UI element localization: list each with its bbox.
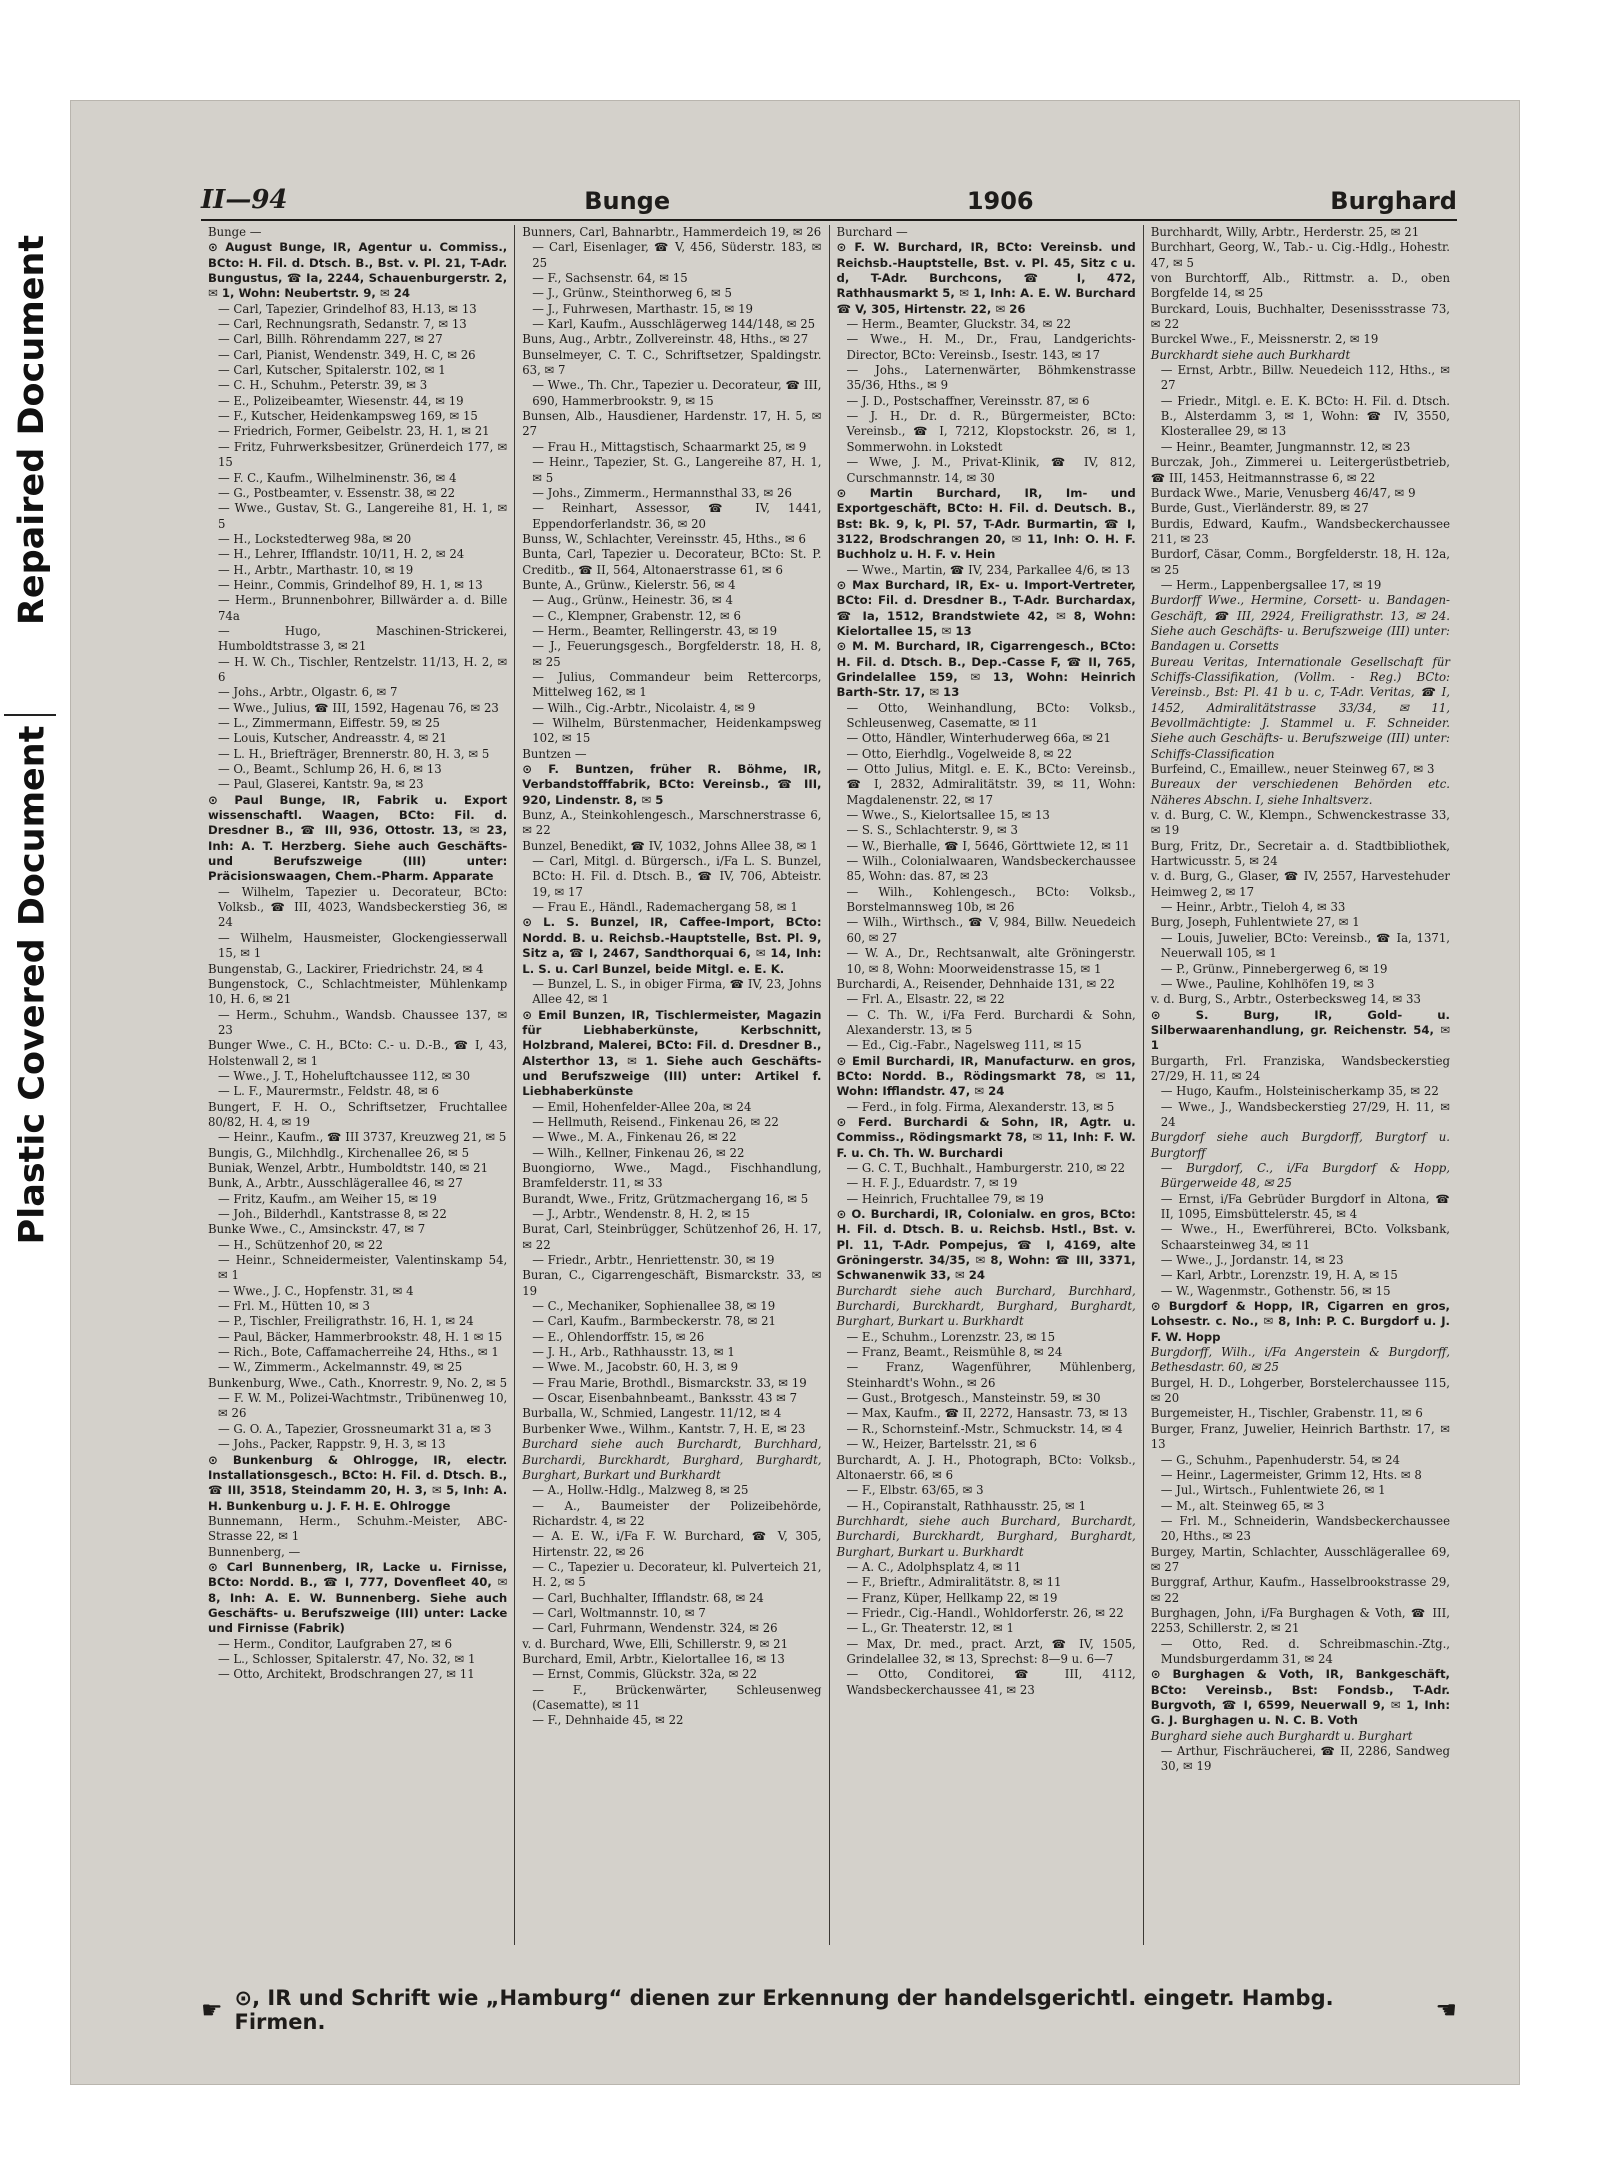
directory-entry: — Ed., Cig.-Fabr., Nagelsweg 111, ✉ 15	[846, 1038, 1082, 1053]
directory-entry: — Franz, Beamt., Reismühle 8, ✉ 24	[846, 1345, 1063, 1360]
directory-entry: — Fritz, Fuhrwerksbesitzer, Grünerdeich 177, ✉ 15	[218, 439, 508, 470]
directory-entry: — Hellmuth, Reisend., Finkenau 26, ✉ 22	[532, 1114, 779, 1129]
directory-entry: — J. D., Postschaffner, Vereinsstr. 87, ✉ 6	[846, 393, 1090, 408]
pointing-hand-left-icon: ☚	[1435, 1996, 1457, 2024]
directory-entry: — Max, Kaufm., ☎ II, 2272, Hansastr. 73, ✉ 13	[846, 1406, 1128, 1421]
directory-entry: — Bunzel, L. S., in obiger Firma, ☎ IV, 23, Johns Allee 42, ✉ 1	[532, 976, 822, 1007]
directory-entry: — C., Mechaniker, Sophienallee 38, ✉ 19	[532, 1299, 776, 1314]
directory-entry: Burg, Fritz, Dr., Secretair a. d. Stadtbibliothek, Hartwicusstr. 5, ✉ 24	[1150, 838, 1450, 869]
directory-entry: Bunger Wwe., C. H., BCto: C.- u. D.-B., ☎ I, 43, Holstenwall 2, ✉ 1	[208, 1038, 508, 1068]
header-last-entry: Burghard	[1330, 187, 1457, 215]
directory-entry: — Herm., Schuhm., Wandsb. Chaussee 137, ✉ 23	[218, 1007, 508, 1037]
directory-entry: ⊙ Max Burchard, IR, Ex- u. Import-Vertreter, BCto: Fil. d. Dresdner B., T-Adr. Burchardax, ☎ Ia, 1512, Brandstwiete 42, ✉ 8, Wohn: Kielortallee 15, ✉ 13	[836, 577, 1136, 638]
directory-entry: — Burgdorf, C., i/Fa Burgdorf & Hopp, Bürgerweide 48, ✉ 25	[1160, 1160, 1450, 1191]
directory-entry: — Ernst, i/Fa Gebrüder Burgdorf in Altona, ☎ II, 1095, Eimsbüttelerstr. 45, ✉ 4	[1160, 1191, 1450, 1221]
directory-entry: — Wwe., Julius, ☎ III, 1592, Hagenau 76, ✉ 23	[218, 700, 499, 715]
directory-entry: — Emil, Hohenfelder-Allee 20a, ✉ 24	[532, 1099, 752, 1114]
directory-entry: Buran, C., Cigarrengeschäft, Bismarckstr. 33, ✉ 19	[522, 1268, 822, 1298]
directory-entry: — Joh., Bilderhdl., Kantstrasse 8, ✉ 22	[218, 1207, 447, 1221]
directory-entry: — Hugo, Kaufm., Holsteinischerkamp 35, ✉ 22	[1160, 1084, 1439, 1099]
directory-entry: — Heinr., Lagermeister, Grimm 12, Hts. ✉ 8	[1160, 1467, 1422, 1482]
directory-entry: — J., Fuhrwesen, Marthastr. 15, ✉ 19	[532, 301, 753, 316]
directory-entry: Buniak, Wenzel, Arbtr., Humboldtstr. 140, ✉ 21	[208, 1160, 489, 1175]
directory-entry: Burandt, Wwe., Fritz, Grützmachergang 16, ✉ 5	[522, 1191, 809, 1206]
directory-entry: — Frau Marie, Brothdl., Bismarckstr. 33, ✉ 19	[532, 1375, 807, 1390]
directory-entry: — Otto, Architekt, Brodschrangen 27, ✉ 11	[218, 1667, 475, 1682]
directory-entry: — Frau H., Mittagstisch, Schaarmarkt 25, ✉ 9	[532, 439, 807, 454]
directory-entry: — Karl, Kaufm., Ausschlägerweg 144/148, ✉ 25	[532, 317, 816, 332]
directory-entry: — Wwe., Th. Chr., Tapezier u. Decorateur, ☎ III, 690, Hammerbrookstr. 9, ✉ 15	[532, 378, 822, 408]
directory-entry: — Paul, Bäcker, Hammerbrookstr. 48, H. 1 ✉ 15	[218, 1329, 503, 1344]
directory-entry: — Arthur, Fischräucherei, ☎ II, 2286, Sandweg 30, ✉ 19	[1160, 1744, 1450, 1774]
directory-entry: — Wwe., S., Kielortsallee 15, ✉ 13	[846, 808, 1050, 823]
directory-entry: — O., Beamt., Schlump 26, H. 6, ✉ 13	[218, 762, 442, 777]
directory-entry: — J., Grünw., Steinthorweg 6, ✉ 5	[532, 286, 732, 301]
directory-entry: — Jul., Wirtsch., Fuhlentwiete 26, ✉ 1	[1160, 1483, 1386, 1498]
directory-entry: Burggraf, Arthur, Kaufm., Hasselbrookstrasse 29, ✉ 22	[1150, 1575, 1450, 1605]
directory-entry: — Frl. A., Elsastr. 22, ✉ 22	[846, 992, 1005, 1007]
directory-entry: — Wilhelm, Tapezier u. Decorateur, BCto: Volksb., ☎ III, 4023, Wandsbeckerstieg 36, ✉ 24	[218, 884, 508, 930]
directory-entry: — F. C., Kaufm., Wilhelminenstr. 36, ✉ 4	[218, 470, 457, 485]
directory-entry: — Franz, Küper, Hellkamp 22, ✉ 19	[846, 1590, 1058, 1605]
directory-entry: — Otto, Red. d. Schreibmaschin.-Ztg., Mundsburgerdamm 31, ✉ 24	[1160, 1636, 1450, 1666]
directory-entry: — Herm., Conditor, Laufgraben 27, ✉ 6	[218, 1636, 453, 1651]
directory-entry: Burchard —	[836, 225, 908, 239]
directory-entry: — Herm., Beamter, Rellingerstr. 43, ✉ 19	[532, 623, 778, 638]
directory-entry: — Wilhelm, Hausmeister, Glockengiesserwall 15, ✉ 1	[218, 930, 508, 961]
directory-entry: ⊙ August Bunge, IR, Agentur u. Commiss., BCto: H. Fil. d. Dtsch. B., Bst. v. Pl. 21, T-Adr. Bungustus, ☎ Ia, 2244, Schauenburgerstr. 2, ✉ 1, Wohn: Neubertstr. 9, ✉ 24	[208, 240, 508, 301]
directory-entry: — G. C. T., Buchhalt., Hamburgerstr. 210, ✉ 22	[846, 1160, 1126, 1175]
directory-entry: — Aug., Grünw., Heinestr. 36, ✉ 4	[532, 593, 733, 608]
footer-note	[201, 1986, 1457, 2034]
directory-entry: — Wilh., Wirthsch., ☎ V, 984, Billw. Neuedeich 60, ✉ 27	[846, 915, 1136, 945]
directory-entry: — Carl, Eisenlager, ☎ V, 456, Süderstr. 183, ✉ 25	[532, 240, 822, 270]
directory-entry: Burgey, Martin, Schlachter, Ausschlägerallee 69, ✉ 27	[1150, 1544, 1450, 1574]
directory-entry: ⊙ Paul Bunge, IR, Fabrik u. Export wissenschaftl. Waagen, BCto: Fil. d. Dresdner B., ☎ III, 936, Ottostr. 13, ✉ 23, Inh: A. T. Herzberg. Siehe auch Geschäfts- und Berufszweige (III) unter: Präcisionswaagen, Chem.-Pharm. Apparate	[208, 792, 508, 884]
directory-entry: — L., Gr. Theaterstr. 12, ✉ 1	[846, 1621, 1014, 1636]
directory-entry: — W. A., Dr., Rechtsanwalt, alte Gröningerstr. 10, ✉ 8, Wohn: Moorweidenstrasse 15, ✉ 1	[846, 946, 1136, 976]
directory-entry: — Rich., Bote, Caffamacherreihe 24, Hths., ✉ 1	[218, 1345, 499, 1360]
directory-entry: Burde, Gust., Vierländerstr. 89, ✉ 27	[1150, 501, 1369, 516]
directory-entry: — A., Hollw.-Hdlg., Malzweg 8, ✉ 25	[532, 1483, 749, 1498]
running-header	[201, 171, 1457, 221]
directory-entry: Burckhardt siehe auch Burkhardt	[1150, 347, 1351, 362]
directory-entry: — Heinr., Kaufm., ☎ III 3737, Kreuzweg 21, ✉ 5	[218, 1130, 507, 1145]
directory-entry: — L., Schlosser, Spitalerstr. 47, No. 32, ✉ 1	[218, 1651, 476, 1666]
directory-entry: — Wwe, J. M., Privat-Klinik, ☎ IV, 812, Curschmannstr. 14, ✉ 30	[846, 455, 1136, 485]
page-content	[89, 101, 1497, 2084]
directory-entry: Burdack Wwe., Marie, Venusberg 46/47, ✉ 9	[1150, 485, 1416, 500]
directory-entry: — Gust., Brotgesch., Mansteinstr. 59, ✉ 30	[846, 1391, 1101, 1406]
directory-entry: — Johs., Packer, Rappstr. 9, H. 3, ✉ 13	[218, 1437, 446, 1452]
directory-entry: — Wwe., M. A., Finkenau 26, ✉ 22	[532, 1130, 737, 1145]
directory-entry: — Oscar, Eisenbahnbeamt., Banksstr. 43 ✉ 7	[532, 1391, 798, 1406]
directory-entry: — Carl, Kaufm., Barmbeckerstr. 78, ✉ 21	[532, 1314, 776, 1329]
directory-entry: — Heinr., Commis, Grindelhof 89, H. 1, ✉ 13	[218, 577, 483, 592]
directory-entry: ⊙ L. S. Bunzel, IR, Caffee-Import, BCto: Nordd. B. u. Reichsb.-Hauptstelle, Bst. Pl. 9, Sitz a, ☎ I, 2467, Sandthorquai 6, ✉ 14, Inh: L. S. u. Carl Bunzel, beide Mitgl. e. E. K.	[522, 915, 822, 976]
directory-entry: Burchard siehe auch Burchardt, Burchhard, Burchardi, Burckhardt, Burghard, Burghardt, Burghart, Burkart und Burkhardt	[522, 1437, 822, 1482]
plastic-covered-document-label	[4, 720, 60, 1250]
directory-entry: — Wwe., J. C., Hopfenstr. 31, ✉ 4	[218, 1283, 414, 1298]
directory-entry: Bunnemann, Herm., Schuhm.-Meister, ABC-Strasse 22, ✉ 1	[208, 1513, 508, 1544]
directory-entry: — P., Grünw., Pinnebergerweg 6, ✉ 19	[1160, 961, 1388, 976]
directory-entry: Bungis, G., Milchhdlg., Kirchenallee 26, ✉ 5	[208, 1145, 470, 1160]
directory-entry: — Wwe., J. T., Hoheluftchaussee 112, ✉ 30	[218, 1068, 471, 1083]
directory-entry: ⊙ Bunkenburg & Ohlrogge, IR, electr. Installationsgesch., BCto: H. Fil. d. Dtsch. B., ☎ III, 3518, Steindamm 20, H. 3, ✉ 5, Inh: A. H. Bunkenburg u. J. F. H. E. Ohlrogge	[208, 1452, 508, 1513]
directory-columns	[201, 225, 1457, 1945]
directory-entry: Bunk, A., Arbtr., Ausschlägerallee 46, ✉ 27	[208, 1176, 463, 1191]
directory-entry: — Friedrich, Former, Geibelstr. 23, H. 1, ✉ 21	[218, 424, 490, 439]
directory-entry: — Fritz, Kaufm., am Weiher 15, ✉ 19	[218, 1191, 437, 1206]
directory-entry: — Wwe., Gustav, St. G., Langereihe 81, H. 1, ✉ 5	[218, 501, 508, 531]
directory-entry: Burgdorf siehe auch Burgdorff, Burgtorf u. Burgtorff	[1150, 1130, 1450, 1160]
directory-column-1	[201, 225, 514, 1945]
directory-entry: — Johs., Zimmerm., Hermannsthal 33, ✉ 26	[532, 485, 792, 500]
directory-entry: — Otto, Conditorei, ☎ III, 4112, Wandsbeckerchaussee 41, ✉ 23	[846, 1667, 1136, 1697]
directory-entry: Buongiorno, Wwe., Magd., Fischhandlung, Bramfelderstr. 11, ✉ 33	[522, 1160, 822, 1191]
directory-entry: ⊙ M. M. Burchard, IR, Cigarrengesch., BCto: H. Fil. d. Dtsch. B., Dep.-Casse F, ☎ II, 765, Grindelallee 159, ✉ 13, Wohn: Heinrich Barth-Str. 17, ✉ 13	[836, 639, 1136, 700]
directory-entry: — Wwe., Pauline, Kohlhöfen 19, ✉ 3	[1160, 976, 1375, 991]
directory-entry: — Wilh., Kohlengesch., BCto: Volksb., Borstelmannsweg 10b, ✉ 26	[846, 884, 1136, 915]
directory-entry: — Wilh., Kellner, Finkenau 26, ✉ 22	[532, 1145, 745, 1160]
directory-entry: — Frl. M., Hütten 10, ✉ 3	[218, 1299, 370, 1314]
directory-entry: Burghard siehe auch Burghardt u. Burghart	[1150, 1728, 1413, 1743]
directory-entry: Burdorf, Cäsar, Comm., Borgfelderstr. 18, H. 12a, ✉ 25	[1150, 547, 1450, 577]
directory-entry: — L., Zimmermann, Eiffestr. 59, ✉ 25	[218, 716, 440, 730]
directory-entry: Bureau Veritas, Internationale Gesellschaft für Schiffs-Classifikation, (Vollm. - Reg.) BCto: Vereinsb., Bst: Pl. 41 b u. c, T-Adr. Veritas, ☎ I, 1452, Admiralitätstrasse 33/34, ✉ 11, Bevollmächtigte: J. Stammel u. F. Schneider. Siehe auch Geschäfts- u. Berufszweige (III) unter: Schiffs-Classification	[1150, 654, 1450, 761]
directory-entry: Bunnenberg, —	[208, 1544, 301, 1559]
directory-entry: — A. C., Adolphsplatz 4, ✉ 11	[846, 1559, 1022, 1574]
directory-entry: — G., Postbeamter, v. Essenstr. 38, ✉ 22	[218, 485, 456, 500]
directory-entry: — Heinr., Arbtr., Tieloh 4, ✉ 33	[1160, 900, 1346, 915]
directory-entry: — S. S., Schlachterstr. 9, ✉ 3	[846, 823, 1018, 838]
directory-entry: — Carl, Mitgl. d. Bürgersch., i/Fa L. S. Bunzel, BCto: H. Fil. d. Dtsch. B., ☎ IV, 706, Abteistr. 19, ✉ 17	[532, 854, 822, 899]
directory-entry: ⊙ S. Burg, IR, Gold- u. Silberwaarenhandlung, gr. Reichenstr. 54, ✉ 1	[1150, 1007, 1450, 1053]
directory-entry: — Herm., Brunnenbohrer, Billwärder a. d. Bille 74a	[218, 593, 508, 623]
directory-entry: von Burchtorff, Alb., Rittmstr. a. D., oben Borgfelde 14, ✉ 25	[1150, 271, 1450, 301]
directory-entry: Burg, Joseph, Fuhlentwiete 27, ✉ 1	[1150, 915, 1360, 930]
directory-entry: — Julius, Commandeur beim Rettercorps, Mittelweg 162, ✉ 1	[532, 669, 822, 700]
directory-entry: — J. H., Dr. d. R., Bürgermeister, BCto: Vereinsb., ☎ I, 7212, Klopstockstr. 26, ✉ 1, Sommerwohn. in Lokstedt	[846, 409, 1136, 454]
directory-entry: — Heinr., Schneidermeister, Valentinskamp 54, ✉ 1	[218, 1253, 508, 1283]
directory-entry: — P., Tischler, Freiligrathstr. 16, H. 1, ✉ 24	[218, 1314, 474, 1329]
directory-entry: Bunsen, Alb., Hausdiener, Hardenstr. 17, H. 5, ✉ 27	[522, 409, 822, 439]
footer-text: ⊙, IR und Schrift wie „Hamburg“ dienen zur Erkennung der handelsgerichtl. eingetr. Hambg. Firmen.	[234, 1986, 1334, 2034]
directory-entry: — Carl, Billh. Röhrendamm 227, ✉ 27	[218, 332, 443, 347]
directory-entry: — C. Th. W., i/Fa Ferd. Burchardi & Sohn, Alexanderstr. 13, ✉ 5	[846, 1007, 1136, 1037]
directory-entry: ⊙ Burghagen & Voth, IR, Bankgeschäft, BCto: Vereinsb., Bst: Fondsb., T-Adr. Burgvoth, ☎ I, 6599, Neuerwall 9, ✉ 1, Inh: G. J. Burghagen u. N. C. B. Voth	[1150, 1667, 1450, 1728]
page-number: II—94	[201, 185, 288, 215]
directory-entry: — L. H., Briefträger, Brennerstr. 80, H. 3, ✉ 5	[218, 746, 490, 761]
directory-entry: Burchhardt, siehe auch Burchard, Burchardt, Burchardi, Burckhardt, Burghard, Burghardt, Burghart, Burkart u. Burkhardt	[836, 1513, 1136, 1559]
directory-entry: — W., Bierhalle, ☎ I, 5646, Görttwiete 12, ✉ 11	[846, 838, 1130, 853]
directory-entry: — Franz, Wagenführer, Mühlenberg, Steinhardt's Wohn., ✉ 26	[846, 1360, 1136, 1390]
directory-entry: ⊙ Burgdorf & Hopp, IR, Cigarren en gros, Lohsestr. c. No., ✉ 8, Inh: P. C. Burgdorf u. J. F. W. Hopp	[1150, 1299, 1450, 1344]
directory-entry: ⊙ F. W. Burchard, IR, BCto: Vereinsb. und Reichsb.-Hauptstelle, Bst. v. Pl. 45, Sitz c u. d, T-Adr. Burchcons, ☎ I, 472, Rathhausmarkt 5, ✉ 1, Inh: A. E. W. Burchard ☎ V, 305, Hirtenstr. 22, ✉ 26	[836, 240, 1136, 316]
directory-entry: — A. E. W., i/Fa F. W. Burchard, ☎ V, 305, Hirtenstr. 22, ✉ 26	[532, 1529, 822, 1559]
directory-entry: — Wilh., Colonialwaaren, Wandsbeckerchaussee 85, Wohn: das. 87, ✉ 23	[846, 854, 1136, 884]
directory-entry: — Wwe., H. M., Dr., Frau, Landgerichts-Director, BCto: Vereinsb., Isestr. 143, ✉ 17	[846, 332, 1136, 362]
directory-entry: — Frau E., Händl., Rademachergang 58, ✉ 1	[532, 900, 798, 915]
directory-entry: — Frl. M., Schneiderin, Wandsbeckerchaussee 20, Hths., ✉ 23	[1160, 1513, 1450, 1544]
directory-entry: — M., alt. Steinweg 65, ✉ 3	[1160, 1498, 1325, 1513]
directory-entry: Burger, Franz, Juwelier, Heinrich Barthstr. 17, ✉ 13	[1150, 1421, 1450, 1452]
directory-entry: Burgdorff, Wilh., i/Fa Angerstein & Burgdorff, Bethesdastr. 60, ✉ 25	[1150, 1345, 1450, 1375]
directory-entry: — J. H., Arb., Rathhausstr. 13, ✉ 1	[532, 1345, 735, 1360]
directory-entry: — Otto, Händler, Winterhuderweg 66a, ✉ 21	[846, 731, 1111, 746]
directory-entry: — Karl, Arbtr., Lorenzstr. 19, H. A, ✉ 15	[1160, 1268, 1398, 1283]
directory-entry: v. d. Burchard, Wwe, Elli, Schillerstr. 9, ✉ 21	[522, 1636, 789, 1651]
directory-entry: v. d. Burg, C. W., Klempn., Schwenckestrasse 33, ✉ 19	[1150, 808, 1450, 838]
directory-entry: — F., Dehnhaide 45, ✉ 22	[532, 1713, 684, 1728]
header-first-entry: Bunge	[584, 187, 671, 215]
directory-entry: Bunners, Carl, Bahnarbtr., Hammerdeich 19, ✉ 26	[522, 225, 822, 239]
directory-entry: — F., Brückenwärter, Schleusenweg (Casematte), ✉ 11	[532, 1682, 822, 1712]
directory-entry: — C., Klempner, Grabenstr. 12, ✉ 6	[532, 608, 741, 623]
directory-entry: Buntzen —	[522, 746, 587, 761]
directory-entry: ⊙ F. Buntzen, früher R. Böhme, IR, Verbandstofffabrik, BCto: Vereinsb., ☎ III, 920, Lindenstr. 8, ✉ 5	[522, 762, 822, 807]
directory-entry: — Carl, Kutscher, Spitalerstr. 102, ✉ 1	[218, 363, 446, 378]
directory-entry: — R., Schornsteinf.-Mstr., Schmuckstr. 14, ✉ 4	[846, 1421, 1123, 1436]
directory-entry: — Wwe. M., Jacobstr. 60, H. 3, ✉ 9	[532, 1360, 739, 1375]
directory-entry: — Otto Julius, Mitgl. e. E. K., BCto: Vereinsb., ☎ I, 2832, Admiralitätstr. 39, ✉ 11, Wohn: Magdalenenstr. 22, ✉ 17	[846, 762, 1136, 807]
directory-entry: — Heinr., Tapezier, St. G., Langereihe 87, H. 1, ✉ 5	[532, 455, 822, 485]
directory-entry: — W., Zimmerm., Ackelmannstr. 49, ✉ 25	[218, 1360, 463, 1375]
directory-entry: — H., Arbtr., Marthastr. 10, ✉ 19	[218, 562, 414, 577]
directory-entry: Burchardt, A. J. H., Photograph, BCto: Volksb., Altonaerstr. 66, ✉ 6	[836, 1452, 1136, 1482]
directory-entry: Burchardt siehe auch Burchard, Burchhard, Burchardi, Burckhardt, Burghard, Burghardt, Burghart, Burkart u. Burkhardt	[836, 1283, 1136, 1329]
directory-entry: Burfeind, C., Emaillew., neuer Steinweg 67, ✉ 3	[1150, 762, 1435, 777]
pointing-hand-right-icon: ☛	[201, 1996, 223, 2024]
directory-entry: Burgel, H. D., Lohgerber, Borstelerchaussee 115, ✉ 20	[1150, 1375, 1450, 1406]
directory-entry: Burat, Carl, Steinbrügger, Schützenhof 26, H. 17, ✉ 22	[522, 1222, 822, 1252]
directory-entry: — E., Schuhm., Lorenzstr. 23, ✉ 15	[846, 1329, 1056, 1344]
directory-entry: — Carl, Fuhrmann, Wendenstr. 324, ✉ 26	[532, 1621, 778, 1636]
directory-entry: — W., Wagenmstr., Gothenstr. 56, ✉ 15	[1160, 1283, 1391, 1298]
directory-entry: — H., Copiranstalt, Rathhausstr. 25, ✉ 1	[846, 1498, 1087, 1513]
directory-entry: — G., Schuhm., Papenhuderstr. 54, ✉ 24	[1160, 1452, 1400, 1467]
directory-entry: Burballa, W., Schmied, Langestr. 11/12, ✉ 4	[522, 1406, 782, 1421]
directory-entry: Bunss, W., Schlachter, Vereinsstr. 45, Hths., ✉ 6	[522, 531, 806, 546]
scanned-page	[70, 100, 1520, 2085]
directory-entry: v. d. Burg, G., Glaser, ☎ IV, 2557, Harvestehuder Heimweg 2, ✉ 17	[1150, 869, 1450, 899]
directory-entry: ⊙ Carl Bunnenberg, IR, Lacke u. Firnisse, BCto: Nordd. B., ☎ I, 777, Dovenfleet 40, ✉ 8, Inh: A. E. W. Bunnenberg. Siehe auch Geschäfts- u. Berufszweige (III) unter: Lacke und Firnisse (Fabrik)	[208, 1559, 508, 1636]
directory-entry: — Louis, Juwelier, BCto: Vereinsb., ☎ Ia, 1371, Neuerwall 105, ✉ 1	[1160, 930, 1450, 961]
directory-entry: ⊙ O. Burchardi, IR, Colonialw. en gros, BCto: H. Fil. d. Dtsch. B. u. Reichsb. Hstl., Bst. v. Pl. 11, T-Adr. Pompejus, ☎ I, 4169, alte Gröningerstr. 34/35, ✉ 8, Wohn: ☎ III, 3371, Schwanenwik 33, ✉ 24	[836, 1207, 1136, 1283]
directory-entry: — Louis, Kutscher, Andreasstr. 4, ✉ 21	[218, 731, 447, 746]
directory-entry: Burbenker Wwe., Wilhm., Kantstr. 7, H. E, ✉ 23	[522, 1421, 806, 1436]
directory-entry: Bunta, Carl, Tapezier u. Decorateur, BCto: St. P. Creditb., ☎ II, 564, Altonaerstrasse 61, ✉ 6	[522, 547, 822, 577]
directory-entry: Bunkenburg, Wwe., Cath., Knorrestr. 9, No. 2, ✉ 5	[208, 1375, 508, 1390]
directory-entry: — Carl, Buchhalter, Ifflandstr. 68, ✉ 24	[532, 1590, 764, 1605]
directory-entry: — Carl, Tapezier, Grindelhof 83, H.13, ✉ 13	[218, 301, 477, 316]
repaired-document-label	[4, 150, 60, 710]
directory-entry: Burdis, Edward, Kaufm., Wandsbeckerchaussee 211, ✉ 23	[1150, 516, 1450, 546]
directory-entry: — Reinhart, Assessor, ☎ IV, 1441, Eppendorferlandstr. 36, ✉ 20	[532, 501, 822, 531]
directory-entry: ⊙ Emil Burchardi, IR, Manufacturw. en gros, BCto: Nordd. B., Rödingsmarkt 78, ✉ 11, Wohn: Ifflandstr. 47, ✉ 24	[836, 1053, 1136, 1099]
directory-entry: — Wwe., Martin, ☎ IV, 234, Parkallee 4/6, ✉ 13	[846, 562, 1130, 577]
directory-entry: Bungenstab, G., Lackirer, Friedrichstr. 24, ✉ 4	[208, 961, 484, 976]
directory-entry: Burdorff Wwe., Hermine, Corsett- u. Bandagen-Geschäft, ☎ III, 2924, Freiligrathstr. 13, ✉ 24. Siehe auch Geschäfts- u. Berufszweige (III) unter: Bandagen u. Corsetts	[1150, 593, 1450, 654]
directory-entry: ⊙ Emil Bunzen, IR, Tischlermeister, Magazin für Liebhaberkünste, Kerbschnitt, Holzbrand, Malerei, BCto: Fil. d. Dresdner B., Alsterthor 13, ✉ 1. Siehe auch Geschäfts- und Berufszweige (III) unter: Artikel f. Liebhaberkünste	[522, 1007, 822, 1099]
directory-entry: Buns, Aug., Arbtr., Zollvereinstr. 48, Hths., ✉ 27	[522, 332, 809, 347]
header-year: 1906	[966, 187, 1034, 215]
directory-entry: — E., Ohlendorffstr. 15, ✉ 26	[532, 1329, 705, 1344]
directory-entry: — E., Polizeibeamter, Wiesenstr. 44, ✉ 19	[218, 393, 464, 408]
directory-entry: — Carl, Woltmannstr. 10, ✉ 7	[532, 1605, 706, 1620]
directory-entry: — Otto, Eierhdlg., Vogelweide 8, ✉ 22	[846, 746, 1073, 761]
directory-entry: — Johs., Arbtr., Olgastr. 6, ✉ 7	[218, 685, 398, 700]
directory-entry: — Friedr., Mitgl. e. E. K. BCto: H. Fil. d. Dtsch. B., Alsterdamm 3, ✉ 1, Wohn: ☎ IV, 3550, Klosterallee 29, ✉ 13	[1160, 393, 1450, 439]
directory-entry: — Friedr., Cig.-Handl., Wohldorferstr. 26, ✉ 22	[846, 1605, 1124, 1620]
directory-entry: — H., Lehrer, Ifflandstr. 10/11, H. 2, ✉ 24	[218, 547, 465, 562]
directory-entry: ⊙ Martin Burchard, IR, Im- und Exportgeschäft, BCto: H. Fil. d. Deutsch. B., Bst: Bk. 9, k, Pl. 57, T-Adr. Burmartin, ☎ I, 3122, Brodschrangen 20, ✉ 11, Inh: O. H. F. Buchholz u. H. F. v. Hein	[836, 485, 1136, 562]
directory-entry: — Herm., Lappenbergsallee 17, ✉ 19	[1160, 577, 1382, 592]
directory-entry: — H., Lockstedterweg 98a, ✉ 20	[218, 531, 412, 546]
directory-entry: Bunzel, Benedikt, ☎ IV, 1032, Johns Allee 38, ✉ 1	[522, 838, 818, 853]
directory-entry: — Carl, Rechnungsrath, Sedanstr. 7, ✉ 13	[218, 317, 467, 332]
directory-entry: — Friedr., Arbtr., Henriettenstr. 30, ✉ 19	[532, 1253, 775, 1268]
directory-entry: — Otto, Weinhandlung, BCto: Volksb., Schleusenweg, Casematte, ✉ 11	[846, 700, 1136, 730]
directory-entry: — C. H., Schuhm., Peterstr. 39, ✉ 3	[218, 378, 428, 393]
directory-entry: — F. W. M., Polizei-Wachtmstr., Tribünenweg 10, ✉ 26	[218, 1391, 508, 1421]
directory-entry: — A., Baumeister der Polizeibehörde, Richardstr. 4, ✉ 22	[532, 1498, 822, 1528]
directory-entry: — Ernst, Arbtr., Billw. Neuedeich 112, Hths., ✉ 27	[1160, 363, 1450, 393]
side-label-divider	[4, 714, 56, 716]
side-label-strip	[0, 130, 64, 1250]
directory-entry: Bureaux der verschiedenen Behörden etc. Näheres Abschn. I, siehe Inhaltsverz.	[1150, 777, 1450, 807]
directory-entry: — G. O. A., Tapezier, Grossneumarkt 31 a, ✉ 3	[218, 1421, 492, 1436]
directory-entry: — Wwe., J., Jordanstr. 14, ✉ 23	[1160, 1253, 1344, 1268]
directory-entry: Bungert, F. H. O., Schriftsetzer, Fruchtallee 80/82, H. 4, ✉ 19	[208, 1099, 508, 1129]
directory-entry: — Ferd., in folg. Firma, Alexanderstr. 13, ✉ 5	[846, 1099, 1115, 1114]
directory-entry: Bunke Wwe., C., Amsinckstr. 47, ✉ 7	[208, 1222, 426, 1237]
directory-entry: — Carl, Pianist, Wendenstr. 349, H. C, ✉ 26	[218, 347, 476, 362]
directory-column-2	[514, 225, 828, 1945]
directory-entry: — F., Elbstr. 63/65, ✉ 3	[846, 1483, 984, 1498]
repaired-document-text: Repaired Document	[12, 234, 52, 626]
directory-entry: Burghagen, John, i/Fa Burghagen & Voth, ☎ III, 2253, Schillerstr. 2, ✉ 21	[1150, 1605, 1450, 1636]
directory-entry: — Johs., Laternenwärter, Böhmkenstrasse 35/36, Hths., ✉ 9	[846, 363, 1136, 393]
directory-entry: Bunz, A., Steinkohlengesch., Marschnerstrasse 6, ✉ 22	[522, 808, 822, 838]
directory-entry: — Max, Dr. med., pract. Arzt, ☎ IV, 1505, Grindelallee 32, ✉ 13, Sprechst: 8—9 u. 6—7	[846, 1636, 1136, 1666]
directory-entry: ⊙ Ferd. Burchardi & Sohn, IR, Agtr. u. Commiss., Rödingsmarkt 78, ✉ 11, Inh: F. W. F. u. Ch. Th. W. Burchardi	[836, 1114, 1136, 1160]
directory-entry: — L. F., Maurermstr., Feldstr. 48, ✉ 6	[218, 1084, 440, 1099]
directory-entry: Burchardi, A., Reisender, Dehnhaide 131, ✉ 22	[836, 976, 1115, 991]
directory-entry: Burgemeister, H., Tischler, Grabenstr. 11, ✉ 6	[1150, 1406, 1423, 1421]
directory-entry: Bunte, A., Grünw., Kielerstr. 56, ✉ 4	[522, 577, 736, 592]
directory-entry: — Ernst, Commis, Glückstr. 32a, ✉ 22	[532, 1667, 758, 1682]
directory-entry: — H. F. J., Eduardstr. 7, ✉ 19	[846, 1176, 1018, 1191]
plastic-covered-document-text: Plastic Covered Document	[12, 725, 52, 1245]
directory-entry: Burgarth, Frl. Franziska, Wandsbeckerstieg 27/29, H. 11, ✉ 24	[1150, 1053, 1450, 1083]
directory-entry: — Wwe., J., Wandsbeckerstieg 27/29, H. 11, ✉ 24	[1160, 1099, 1450, 1129]
directory-entry: — Paul, Glaserei, Kantstr. 9a, ✉ 23	[218, 777, 424, 792]
directory-entry: Burchhart, Georg, W., Tab.- u. Cig.-Hdlg., Hohestr. 47, ✉ 5	[1150, 240, 1450, 270]
directory-entry: — C., Tapezier u. Decorateur, kl. Pulverteich 21, H. 2, ✉ 5	[532, 1559, 822, 1590]
directory-entry: Burchhardt, Willy, Arbtr., Herderstr. 25, ✉ 21	[1150, 225, 1420, 239]
directory-entry: — F., Brieftr., Admiralitätstr. 8, ✉ 11	[846, 1575, 1062, 1590]
directory-entry: — Herm., Beamter, Gluckstr. 34, ✉ 22	[846, 317, 1072, 332]
directory-entry: — W., Heizer, Bartelsstr. 21, ✉ 6	[846, 1437, 1037, 1452]
directory-entry: — Hugo, Maschinen-Strickerei, Humboldtstrasse 3, ✉ 21	[218, 623, 508, 654]
directory-entry: — H., Schützenhof 20, ✉ 22	[218, 1237, 383, 1252]
directory-entry: Bungenstock, C., Schlachtmeister, Mühlenkamp 10, H. 6, ✉ 21	[208, 976, 508, 1007]
directory-entry: — J., Feuerungsgesch., Borgfelderstr. 18, H. 8, ✉ 25	[532, 639, 822, 669]
directory-entry: Bunge —	[208, 225, 262, 239]
directory-entry: Burckard, Louis, Buchhalter, Desenissstrasse 73, ✉ 22	[1150, 301, 1450, 332]
directory-entry: — H. W. Ch., Tischler, Rentzelstr. 11/13, H. 2, ✉ 6	[218, 654, 508, 684]
directory-entry: — Heinr., Beamter, Jungmannstr. 12, ✉ 23	[1160, 439, 1411, 454]
directory-entry: — Heinrich, Fruchtallee 79, ✉ 19	[846, 1191, 1044, 1206]
directory-entry: — F., Sachsenstr. 64, ✉ 15	[532, 271, 688, 286]
directory-entry: — Wilhelm, Bürstenmacher, Heidenkampsweg 102, ✉ 15	[532, 716, 822, 746]
directory-entry: Bunselmeyer, C. T. C., Schriftsetzer, Spaldingstr. 63, ✉ 7	[522, 347, 822, 378]
directory-entry: Burczak, Joh., Zimmerei u. Leitergerüstbetrieb, ☎ III, 1453, Heitmannstrasse 6, ✉ 22	[1150, 455, 1450, 485]
directory-entry: — Wilh., Cig.-Arbtr., Nicolaistr. 4, ✉ 9	[532, 700, 756, 715]
directory-column-3	[829, 225, 1143, 1945]
directory-entry: Burchard, Emil, Arbtr., Kielortallee 16, ✉ 13	[522, 1651, 785, 1666]
directory-column-4	[1143, 225, 1457, 1945]
directory-entry: v. d. Burg, S., Arbtr., Osterbecksweg 14, ✉ 33	[1150, 992, 1421, 1007]
directory-entry: Burckel Wwe., F., Meissnerstr. 2, ✉ 19	[1150, 332, 1379, 347]
directory-entry: — J., Arbtr., Wendenstr. 8, H. 2, ✉ 15	[532, 1207, 750, 1221]
directory-entry: — Wwe., H., Ewerführerei, BCto. Volksbank, Schaarsteinweg 34, ✉ 11	[1160, 1222, 1450, 1252]
directory-entry: — F., Kutscher, Heidenkampsweg 169, ✉ 15	[218, 409, 478, 424]
